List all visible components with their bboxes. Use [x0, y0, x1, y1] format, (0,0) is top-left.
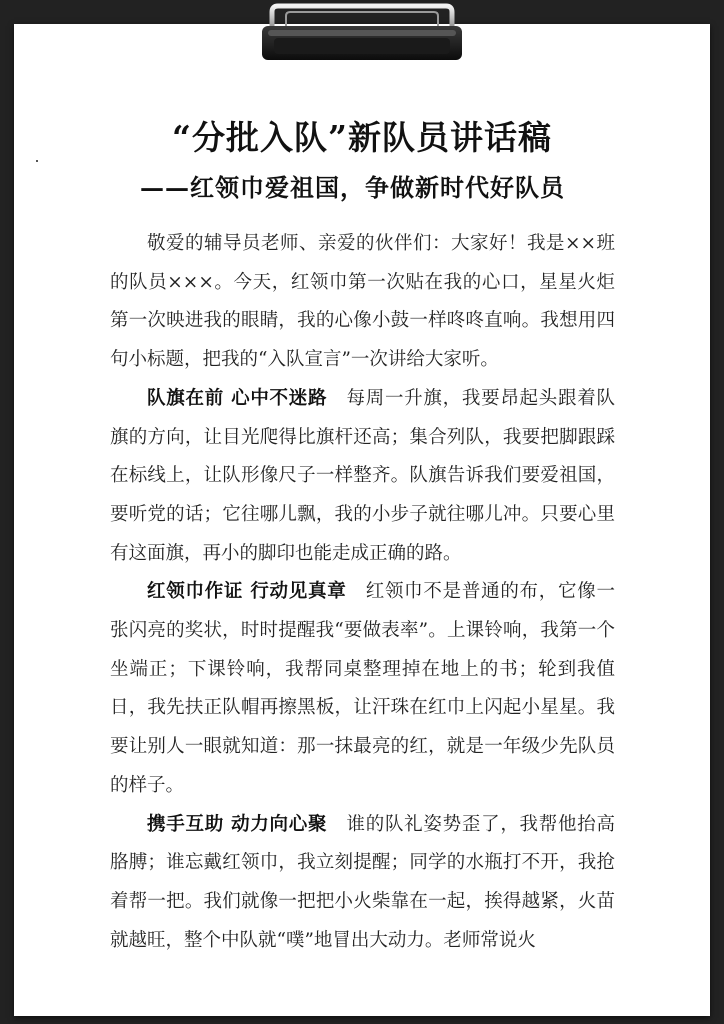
paragraph-teamwork	[110, 806, 615, 961]
paragraph-text: 红领巾不是普通的布，它像一张闪亮的奖状，时时提醒我“要做表率”。上课铃响，我第一个坐端正；下课铃响，我帮同桌整理掉在地上的书；轮到我值日，我先扶正队帽再擦黑板，让汗珠在红巾上闪起小星星。我要让别人一眼就知道：那一抹最亮的红，就是一年级少先队员的样子。	[110, 581, 615, 796]
paragraph-flag	[110, 380, 615, 574]
paragraph-heading: 红领巾作证 行动见真章	[147, 581, 347, 603]
page-title: “分批入队”新队员讲话稿	[172, 118, 552, 157]
paragraph-scarf	[110, 573, 615, 805]
paragraph-text: 敬爱的辅导员老师、亲爱的伙伴们：大家好！我是××班的队员×××。今天，红领巾第一次贴在我的心口，星星火炬第一次映进我的眼睛，我的心像小鼓一样咚咚直响。我想用四句小标题，把我的“入队宣言”一次讲给大家听。	[110, 233, 615, 371]
page-subtitle: ——红领巾爱祖国，争做新时代好队员	[140, 173, 565, 202]
decorative-dot	[36, 160, 38, 162]
clipboard-clip-icon	[262, 0, 462, 64]
paragraph-heading: 携手互助 动力向心聚	[147, 813, 328, 835]
paragraph-text: 谁的队礼姿势歪了，我帮他抬高胳膊；谁忘戴红领巾，我立刻提醒；同学的水瓶打不开，我抢着帮一把。我们就像一把把小火柴靠在一起，挨得越紧，火苗就越旺，整个中队就“噗”地冒出大动力。老师常说火	[110, 813, 615, 951]
paragraph-text: 每周一升旗，我要昂起头跟着队旗的方向，让目光爬得比旗杆还高；集合列队，我要把脚跟踩在标线上，让队形像尺子一样整齐。队旗告诉我们要爱祖国，要听党的话；它往哪儿飘，我的小步子就往哪儿冲。只要心里有这面旗，再小的脚印也能走成正确的路。	[110, 387, 615, 564]
paragraph-heading: 队旗在前 心中不迷路	[147, 387, 328, 409]
speech-body	[110, 225, 615, 960]
paragraph-greeting	[110, 225, 615, 380]
